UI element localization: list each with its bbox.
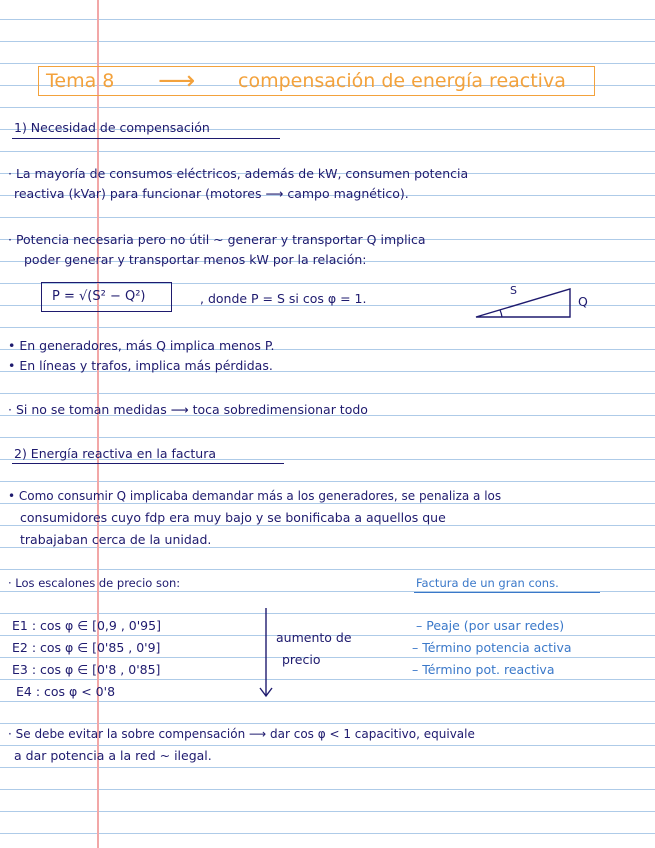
title-text: compensación de energía reactiva [238,70,566,92]
escalones-intro: · Los escalones de precio son: [8,576,181,590]
title-tema: Tema 8 [46,70,115,92]
section2-p1-line1: • Como consumir Q implicaba demandar más a los generadores, se penaliza a los [8,489,502,503]
factura-item-activa: – Término potencia activa [412,640,572,655]
formula: P = √(S² − Q²) [52,289,146,304]
factura-item-peaje: – Peaje (por usar redes) [416,618,565,633]
section2-final-line2: a dar potencia a la red ~ ilegal. [14,748,212,763]
section2-final-line1: · Se debe evitar la sobre compensación ⟶ dar cos φ < 1 capacitivo, equivale [8,727,475,741]
section1-p1-line1: · La mayoría de consumos eléctricos, además de kW, consumen potencia [8,166,469,181]
price-increase-arrow [258,606,274,700]
section2-p1-line2: consumidores cuyo fdp era muy bajo y se bonificaba a aquellos que [20,510,446,525]
section2-heading-underline [12,463,284,464]
aumento-line2: precio [282,652,321,667]
triangle-label-q: Q [578,294,588,309]
section1-p2-line1: · Potencia necesaria pero no útil ~ generar y transportar Q implica [8,232,426,247]
escalon-e2: E2 : cos φ ∈ [0'85 , 0'9] [12,640,161,655]
section1-p3: · Si no se toman medidas ⟶ toca sobredimensionar todo [8,402,368,417]
power-triangle [470,283,580,323]
section1-p1-line2: reactiva (kVar) para funcionar (motores ⟶ campo magnético). [14,186,409,201]
section2-p1-line3: trabajaban cerca de la unidad. [20,532,212,547]
section2-heading: 2) Energía reactiva en la factura [14,446,217,461]
triangle-label-s: S [510,284,517,297]
section1-bullet2: • En líneas y trafos, implica más pérdidas. [8,358,273,373]
factura-heading-underline [414,592,600,593]
escalon-e3: E3 : cos φ ∈ [0'8 , 0'85] [12,662,161,677]
factura-item-reactiva: – Término pot. reactiva [412,662,555,677]
formula-condition: , donde P = S si cos φ = 1. [200,291,367,306]
section1-bullet1: • En generadores, más Q implica menos P. [8,338,275,353]
escalon-e4: E4 : cos φ < 0'8 [16,684,116,699]
section1-heading-underline [12,138,280,139]
title-arrow: ⟶ [158,66,196,96]
factura-heading: Factura de un gran cons. [416,576,559,590]
section1-heading: 1) Necesidad de compensación [14,120,210,135]
aumento-line1: aumento de [276,630,352,645]
escalon-e1: E1 : cos φ ∈ [0,9 , 0'95] [12,618,161,633]
section1-p2-line2: poder generar y transportar menos kW por la relación: [24,252,367,267]
